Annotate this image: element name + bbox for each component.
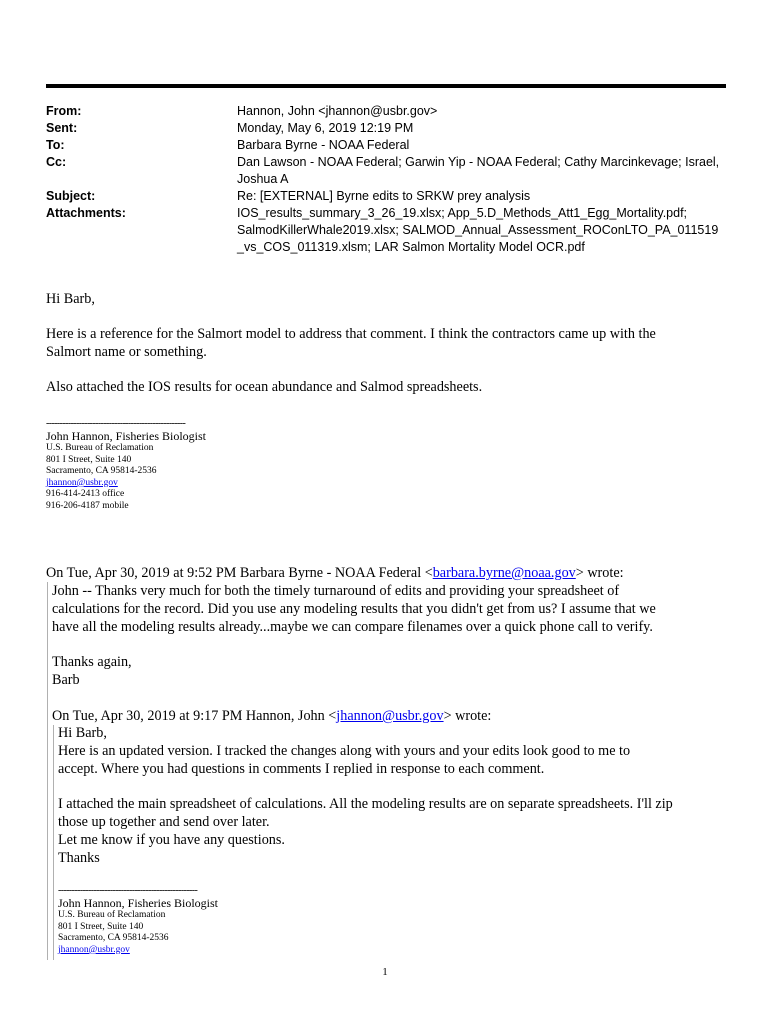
quote1-email-link[interactable]: barbara.byrne@noaa.gov	[432, 565, 576, 581]
quote1-intro-suffix: > wrote:	[575, 565, 624, 581]
quote2-intro-suffix: > wrote:	[443, 708, 492, 724]
signature-mobile: 916-206-4187 mobile	[46, 500, 129, 511]
signature-city: Sacramento, CA 95814-2536	[46, 466, 157, 477]
message-para1-line2: Salmort name or something.	[46, 344, 207, 360]
attachment-line2: SalmodKillerWhale2019.xlsx; SALMOD_Annual_Assessment_ROConLTO_PA_011519	[237, 223, 719, 237]
cc-value-line2: Joshua A	[237, 172, 289, 186]
quote1-line3: have all the modeling results already...maybe we can compare filenames over a quick phone call to verify.	[52, 619, 653, 635]
to-label: To:	[46, 138, 65, 152]
quote2-intro	[52, 707, 732, 725]
quote1-intro-prefix: On Tue, Apr 30, 2019 at 9:52 PM Barbara Byrne - NOAA Federal <	[46, 565, 433, 581]
quote2-signature-city: Sacramento, CA 95814-2536	[58, 933, 169, 944]
cc-value	[237, 154, 726, 188]
attachments-label: Attachments:	[46, 206, 126, 220]
quote1-body	[52, 582, 732, 689]
quote2-body	[58, 724, 728, 867]
signature-email-link[interactable]: jhannon@usbr.gov	[46, 477, 118, 488]
quote2-email-link[interactable]: jhannon@usbr.gov	[336, 708, 444, 724]
quote2-para2-line2: those up together and send over later.	[58, 814, 270, 830]
subject-row	[46, 188, 726, 205]
quote2-para1-line1: Here is an updated version. I tracked the changes along with yours and your edits look good to me to	[58, 743, 631, 759]
signature-dashes: ---------------------------------------------------	[46, 418, 186, 429]
quote1-bar	[47, 582, 48, 960]
quote2-signature-dashes: ---------------------------------------------------	[58, 885, 198, 896]
subject-value: Re: [EXTERNAL] Byrne edits to SRKW prey analysis	[237, 189, 531, 203]
signature-org: U.S. Bureau of Reclamation	[46, 443, 154, 453]
quote2-intro-prefix: On Tue, Apr 30, 2019 at 9:17 PM Hannon, John <	[52, 708, 337, 724]
sent-row	[46, 120, 726, 137]
page-number: 1	[382, 966, 388, 978]
signature	[46, 419, 446, 513]
header-divider	[46, 84, 726, 88]
quote1-line2: calculations for the record. Did you use any modeling results that you didn't get from us? I assume that we	[52, 601, 656, 617]
from-row	[46, 103, 726, 120]
message-greeting: Hi Barb,	[46, 291, 95, 307]
cc-row	[46, 154, 726, 188]
from-label: From:	[46, 104, 82, 118]
quote1-thanks: Thanks again,	[52, 654, 132, 670]
cc-label: Cc:	[46, 155, 67, 169]
sent-label: Sent:	[46, 121, 78, 135]
signature-street: 801 I Street, Suite 140	[46, 454, 132, 465]
email-header	[46, 103, 726, 256]
attachments-value	[237, 205, 726, 256]
quote2-signature	[58, 886, 458, 956]
quote2-para2-line1: I attached the main spreadsheet of calculations. All the modeling results are on separate spreadsheets. I'll zip	[58, 796, 673, 812]
quote2-greeting: Hi Barb,	[58, 725, 107, 741]
quote2-para1-line2: accept. Where you had questions in comments I replied in response to each comment.	[58, 761, 545, 777]
quote2-signature-org: U.S. Bureau of Reclamation	[58, 910, 166, 920]
attachment-line3: _vs_COS_011319.xlsm; LAR Salmon Mortality Model OCR.pdf	[237, 240, 585, 254]
to-value: Barbara Byrne - NOAA Federal	[237, 138, 410, 152]
signature-office: 916-414-2413 office	[46, 489, 125, 500]
attachment-line1: IOS_results_summary_3_26_19.xlsx; App_5.D_Methods_Att1_Egg_Mortality.pdf;	[237, 206, 688, 220]
to-row	[46, 137, 726, 154]
quote2-signature-email-link[interactable]: jhannon@usbr.gov	[58, 944, 130, 955]
quote2-para2-line3: Let me know if you have any questions.	[58, 832, 285, 848]
quote1-intro	[46, 564, 736, 582]
quote1-signoff: Barb	[52, 672, 80, 688]
cc-value-line1: Dan Lawson - NOAA Federal; Garwin Yip - NOAA Federal; Cathy Marcinkevage; Israel,	[237, 155, 720, 169]
quote2-signature-street: 801 I Street, Suite 140	[58, 921, 144, 932]
quote1-line1: John -- Thanks very much for both the timely turnaround of edits and providing your spreadsheet of	[52, 583, 620, 599]
message-body	[46, 290, 726, 396]
quote2-bar	[53, 725, 54, 960]
message-para2: Also attached the IOS results for ocean abundance and Salmod spreadsheets.	[46, 379, 483, 395]
message-para1-line1: Here is a reference for the Salmort model to address that comment. I think the contractors came up with the	[46, 326, 656, 342]
sent-value: Monday, May 6, 2019 12:19 PM	[237, 121, 414, 135]
subject-label: Subject:	[46, 189, 96, 203]
quote2-signature-name: John Hannon, Fisheries Biologist	[58, 896, 219, 910]
quote2-para2-line4: Thanks	[58, 850, 100, 866]
signature-name: John Hannon, Fisheries Biologist	[46, 429, 207, 443]
from-value: Hannon, John <jhannon@usbr.gov>	[237, 104, 438, 118]
attachments-row	[46, 205, 726, 256]
